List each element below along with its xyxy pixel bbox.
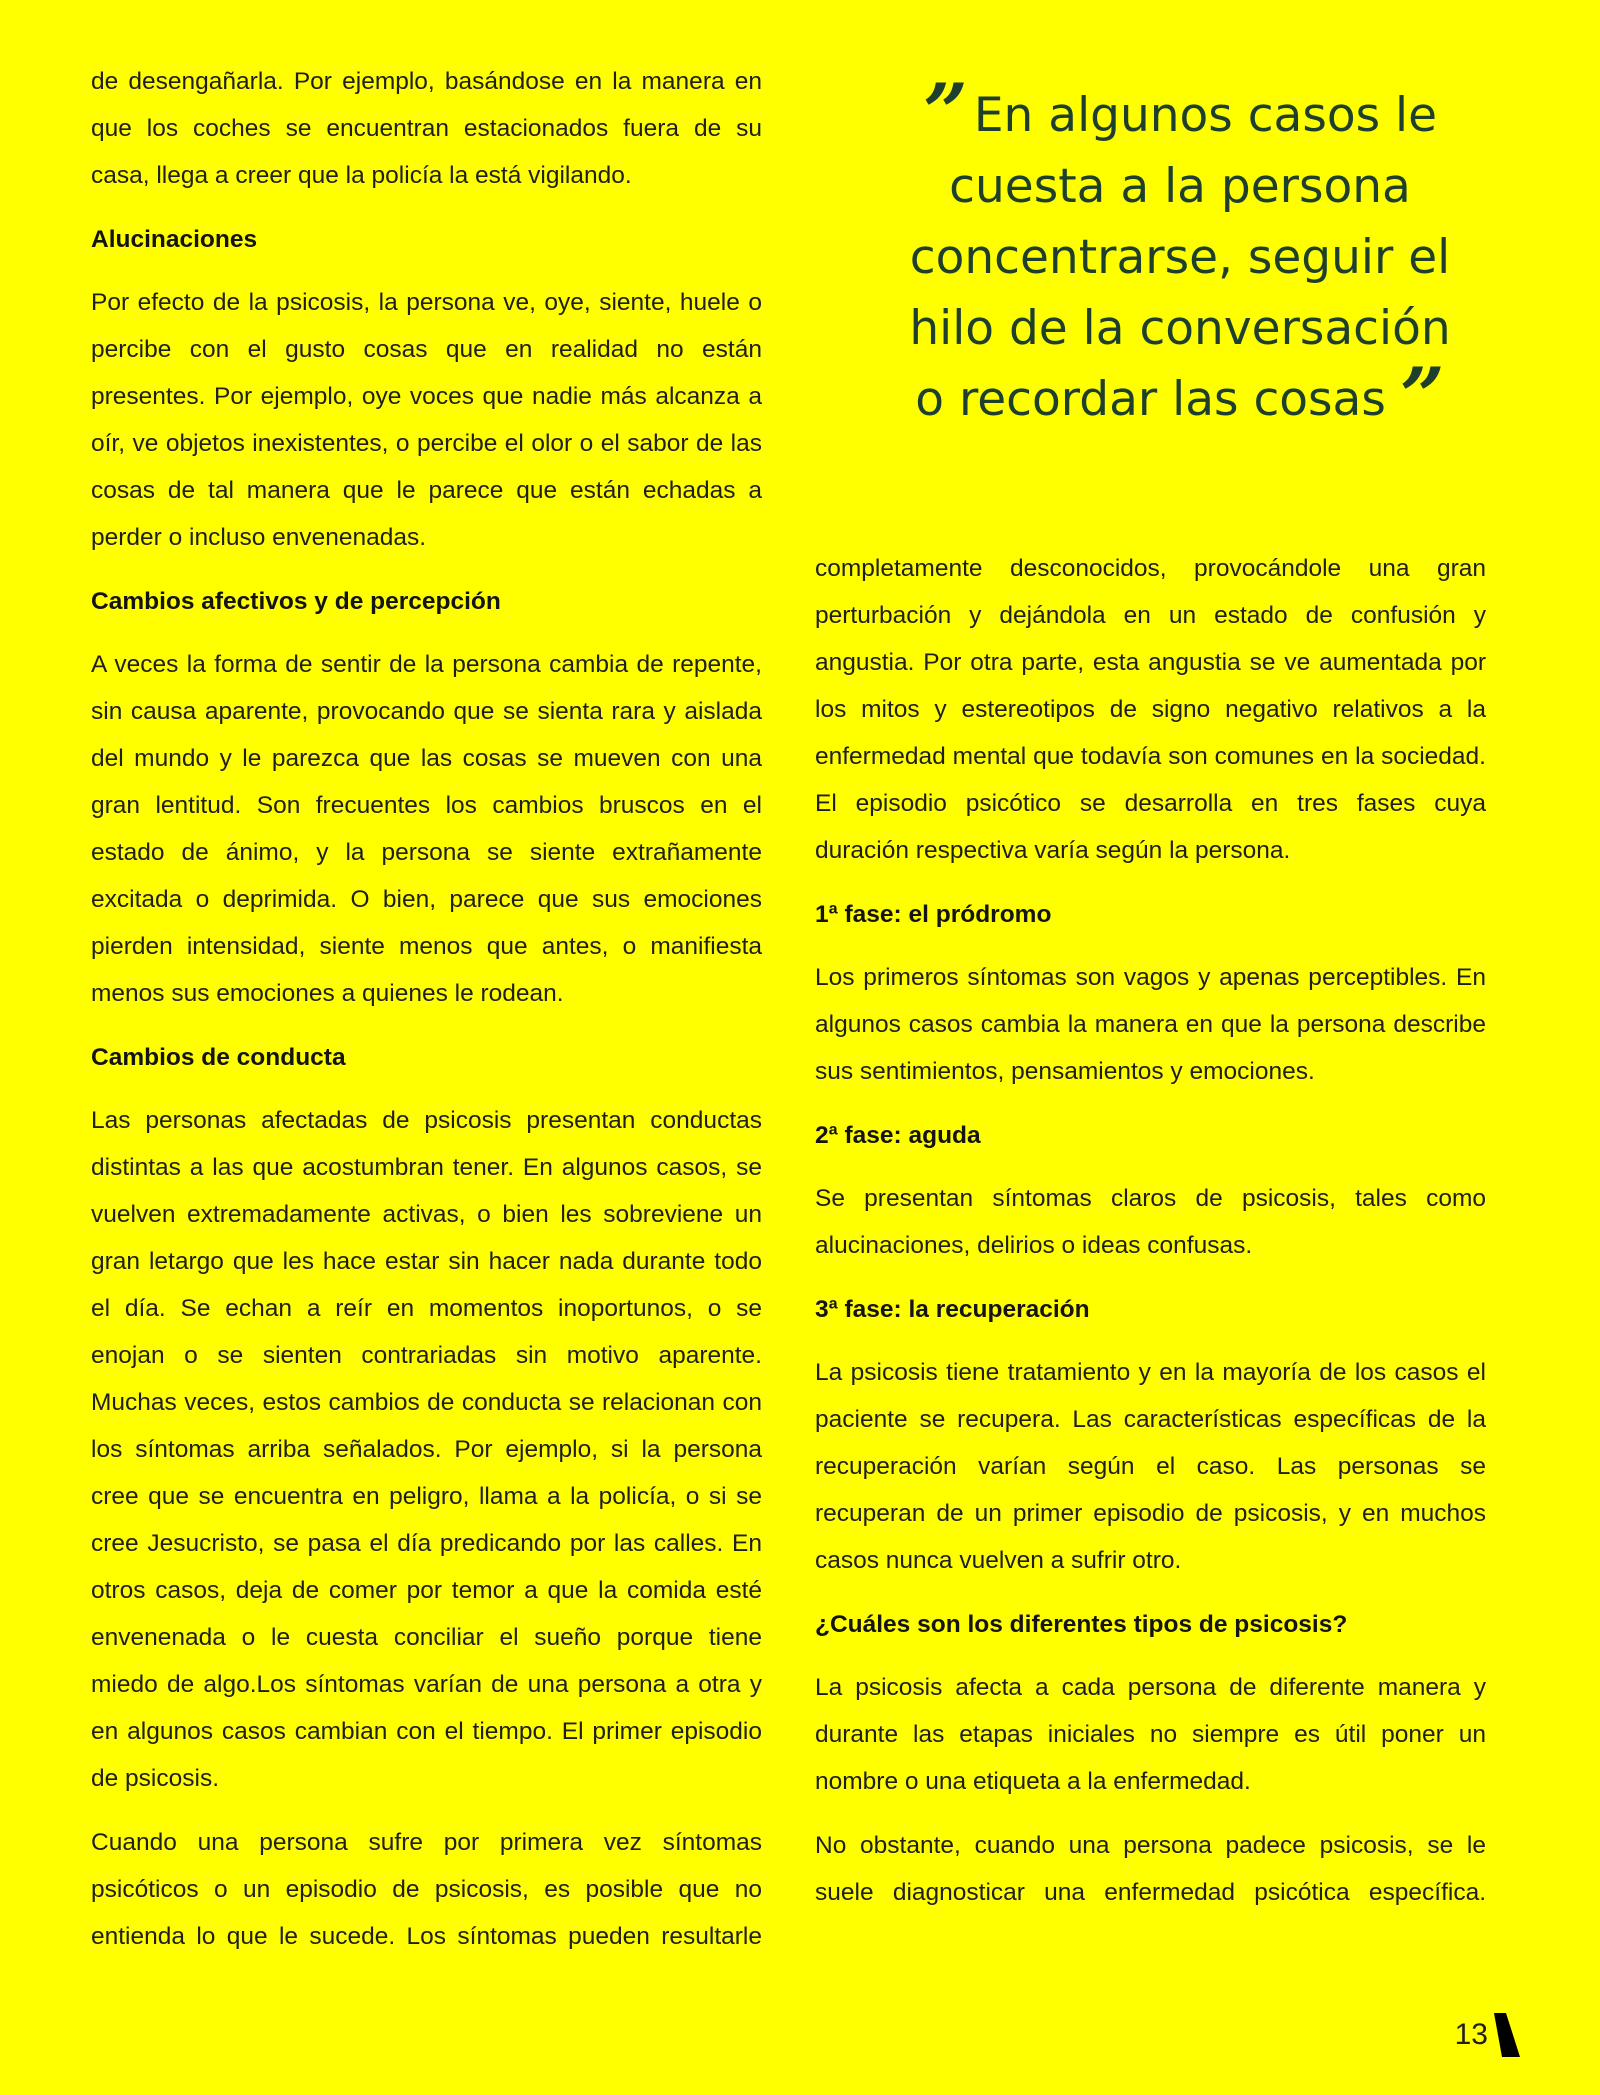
left-column (91, 58, 762, 1977)
body-paragraph: No obstante, cuando una persona padece psicosis, se le suele diagnosticar una enfermedad psicótica específica. (815, 1832, 1486, 1906)
open-quote-mark-icon: ” (922, 67, 968, 158)
section-heading-cambios-afectivos: Cambios afectivos y de percepción (91, 588, 501, 615)
body-paragraph: La psicosis afecta a cada persona de diferente manera y durante las etapas iniciales no siempre es útil poner un nombre o una etiqueta a la enfermedad. (815, 1674, 1486, 1795)
body-paragraph: Las personas afectadas de psicosis presentan conductas distintas a las que acostumbran tener. En algunos casos, se vuelven extremadamente activas, o bien les sobreviene un gran letargo que les hace estar sin hacer nada durante todo el día. Se echan a reír en momentos inoportunos, o se enojan o se sienten contrariadas sin motivo aparente. Muchas veces, estos cambios de conducta se relacionan con los síntomas arriba señalados. Por ejemplo, si la persona cree que se encuentra en peligro, llama a la policía, o si se cree Jesucristo, se pasa el día predicando por las calles. En otros casos, deja de comer por temor a que la comida esté envenenada o le cuesta conciliar el sueño porque tiene miedo de algo.Los síntomas varían de una persona a otra y en algunos casos cambian con el tiempo. El primer episodio de psicosis. (91, 1107, 762, 1792)
right-column (815, 545, 1486, 1933)
section-heading-fase-3: 3ª fase: la recuperación (815, 1296, 1090, 1323)
page-corner-mark-icon (1494, 2013, 1520, 2057)
body-paragraph: Se presentan síntomas claros de psicosis, tales como alucinaciones, delirios o ideas confusas. (815, 1185, 1486, 1259)
pull-quote-line (860, 67, 1500, 158)
section-heading-fase-2: 2ª fase: aguda (815, 1122, 981, 1149)
section-heading-tipos-psicosis: ¿Cuáles son los diferentes tipos de psicosis? (815, 1611, 1348, 1638)
body-paragraph: de desengañarla. Por ejemplo, basándose en la manera en que los coches se encuentran estacionados fuera de su casa, llega a creer que la policía la está vigilando. (91, 68, 762, 189)
pull-quote-text: En algunos casos le (973, 88, 1438, 143)
pull-quote-line: cuesta a la persona (949, 159, 1411, 214)
body-paragraph: La psicosis tiene tratamiento y en la mayoría de los casos el paciente se recupera. Las características específicas de la recuperación varían según el caso. Las personas se recuperan de un primer episodio de psicosis, y en muchos casos nunca vuelven a sufrir otro. (815, 1359, 1486, 1574)
body-paragraph: Cuando una persona sufre por primera vez síntomas psicóticos o un episodio de psicosis, es posible que no entienda lo que le sucede. Los síntomas pueden resultarle (91, 1829, 762, 1950)
page-number (1455, 2013, 1520, 2057)
body-paragraph: completamente desconocidos, provocándole una gran perturbación y dejándola en un estado de confusión y angustia. Por otra parte, esta angustia se ve aumentada por los mitos y estereotipos de signo negativo relativos a la enfermedad mental que todavía son comunes en la sociedad. El episodio psicótico se desarrolla en tres fases cuya duración respectiva varía según la persona. (815, 555, 1486, 864)
body-paragraph: Los primeros síntomas son vagos y apenas perceptibles. En algunos casos cambia la manera en que la persona describe sus sentimientos, pensamientos y emociones. (815, 964, 1486, 1085)
section-heading-fase-1: 1ª fase: el pródromo (815, 901, 1052, 928)
body-paragraph: A veces la forma de sentir de la persona cambia de repente, sin causa aparente, provocando que se sienta rara y aislada del mundo y le parezca que las cosas se mueven con una gran lentitud. Son frecuentes los cambios bruscos en el estado de ánimo, y la persona se siente extrañamente excitada o deprimida. O bien, parece que sus emociones pierden intensidad, siente menos que antes, o manifiesta menos sus emociones a quienes le rodean. (91, 651, 762, 1007)
pull-quote-line: concentrarse, seguir el (909, 230, 1451, 285)
page-number-text: 13 (1454, 2018, 1488, 2051)
section-heading-alucinaciones: Alucinaciones (91, 226, 258, 253)
pull-quote-line: hilo de la conversación (909, 301, 1451, 356)
close-quote-mark-icon: ” (1399, 351, 1445, 442)
pull-quote-line (860, 351, 1500, 442)
body-paragraph: Por efecto de la psicosis, la persona ve, oye, siente, huele o percibe con el gusto cosas que en realidad no están presentes. Por ejemplo, oye voces que nadie más alcanza a oír, ve objetos inexistentes, o percibe el olor o el sabor de las cosas de tal manera que le parece que están echadas a perder o incluso envenenadas. (91, 289, 762, 551)
section-heading-cambios-conducta: Cambios de conducta (91, 1044, 346, 1071)
pull-quote (860, 67, 1500, 442)
pull-quote-text: o recordar las cosas (915, 372, 1386, 427)
